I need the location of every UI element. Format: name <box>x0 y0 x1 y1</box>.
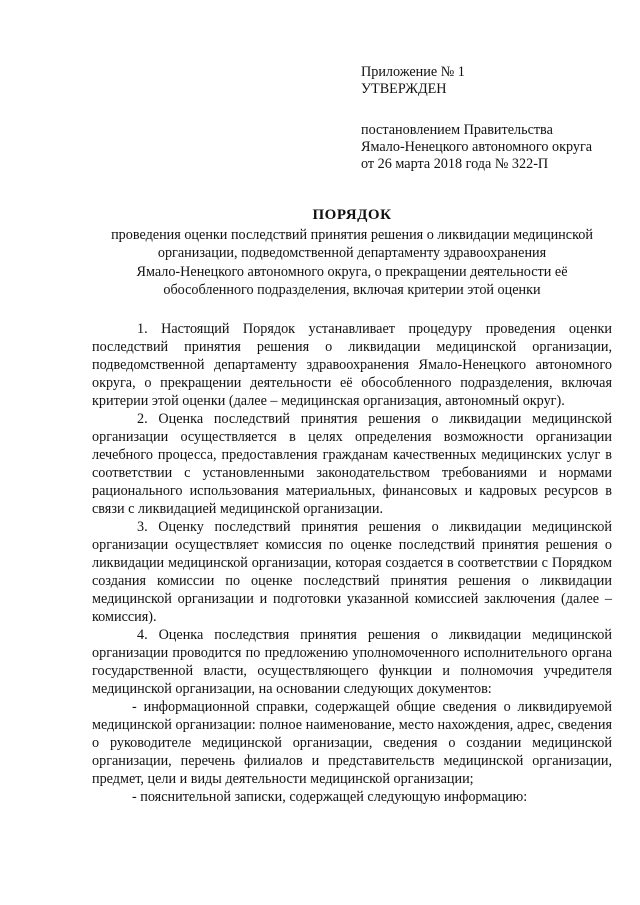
paragraph: 1. Настоящий Порядок устанавливает процедуру проведения оценки последствий принятия решения о ликвидации медицинской организации, подведомственной департаменту здравоохранения Ямало-Ненецкого автономного округа, о прекращении деятельности её обособленного подразделения, включая критерии этой оценки (далее – медицинская организация, автономный округ). <box>92 321 612 409</box>
decree-line: от 26 марта 2018 года № 322-П <box>361 156 549 172</box>
title-subtitle-line: проведения оценки последствий принятия решения о ликвидации медицинской <box>111 226 593 243</box>
list-item: - пояснительной записки, содержащей следующую информацию: <box>132 789 528 805</box>
title-heading: ПОРЯДОК <box>312 207 392 223</box>
approval-header <box>361 64 621 173</box>
decree-line: Ямало-Ненецкого автономного округа <box>361 139 593 155</box>
paragraph: 2. Оценка последствий принятия решения о ликвидации медицинской организации осуществляется в целях определения возможности организации лечебного процесса, предоставления гражданам качественных медицинских услуг в соответствии с установленными законодательством требованиями и нормами рационального использования материальных, финансовых и кадровых ресурсов в связи с ликвидацией медицинской организации. <box>92 411 612 517</box>
document-title <box>88 206 616 300</box>
list-item: - информационной справки, содержащей общие сведения о ликвидируемой медицинской организации: полное наименование, место нахождения, адрес, сведения о руководителе медицинской организации, сведения о создании медицинской организации, перечень филиалов и представительств медицинской организации, предмет, цели и виды деятельности медицинской организации; <box>92 699 612 787</box>
appendix-label: Приложение № 1 <box>361 64 465 80</box>
paragraph: 3. Оценку последствий принятия решения о ликвидации медицинской организации осуществляет комиссия по оценке последствий принятия решения о ликвидации медицинской организации, которая создается в соответствии с Порядком создания комиссии по оценке последствий принятия решения о ликвидации медицинской организации и подготовки указанной комиссией заключения (далее – комиссия). <box>92 519 612 625</box>
decree-line: постановлением Правительства <box>361 122 553 138</box>
approved-label: УТВЕРЖДЕН <box>361 81 447 97</box>
document-body <box>92 320 612 806</box>
paragraph: 4. Оценка последствия принятия решения о ликвидации медицинской организации проводится по предложению уполномоченного исполнительного органа государственной власти, осуществляющего функции и полномочия учредителя медицинской организации, на основании следующих документов: <box>92 627 612 697</box>
title-subtitle-line: обособленного подразделения, включая критерии этой оценки <box>163 282 541 298</box>
title-subtitle-line: организации, подведомственной департаменту здравоохранения <box>157 245 547 261</box>
title-subtitle-line: Ямало-Ненецкого автономного округа, о прекращении деятельности её <box>136 263 568 280</box>
